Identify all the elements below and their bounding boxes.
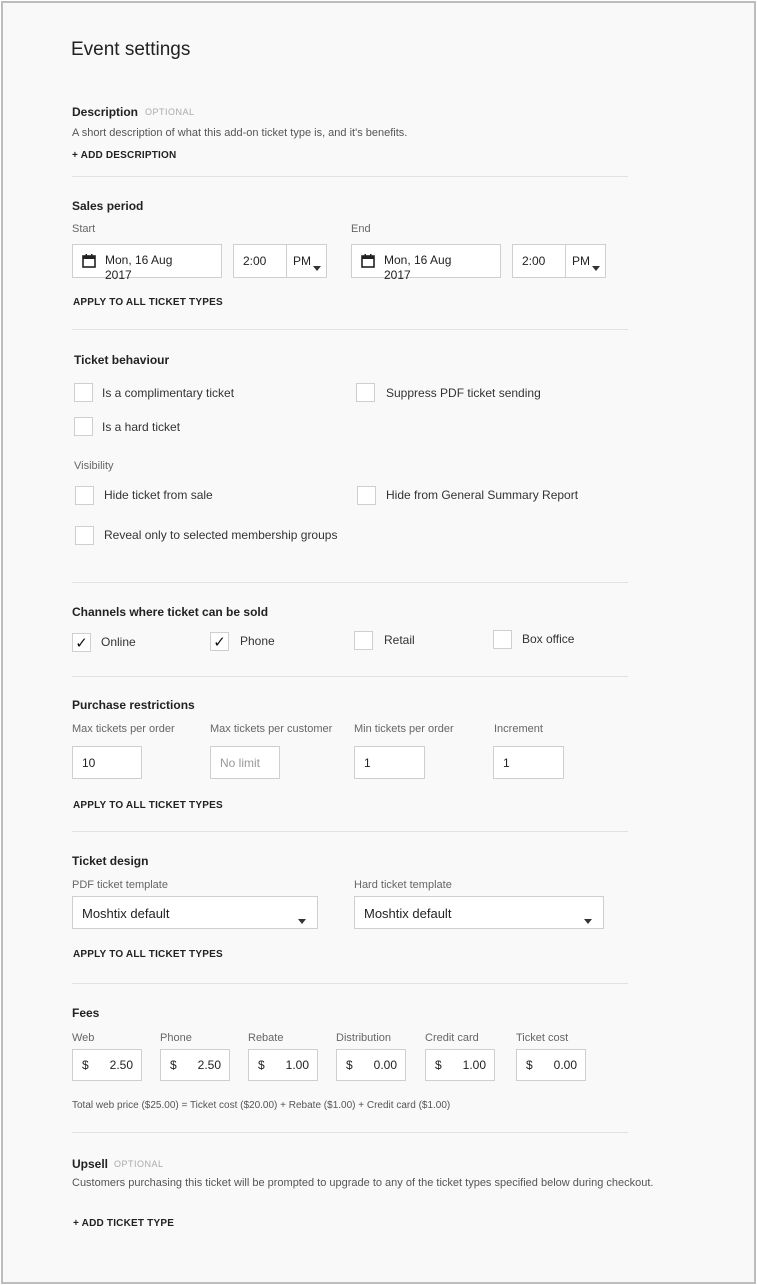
credit-card-fee-value: 1.00 [462,1058,486,1072]
divider [72,329,628,330]
restrictions-apply-all-link[interactable]: APPLY TO ALL TICKET TYPES [73,800,223,811]
divider [72,831,628,832]
hard-ticket-checkbox[interactable] [74,417,93,436]
increment-input[interactable]: 1 [493,746,564,779]
end-ampm-select[interactable] [565,244,606,278]
currency-symbol: $ [435,1058,442,1072]
end-ampm-value: PM [572,254,590,268]
start-ampm-select[interactable] [286,244,327,278]
ticket-cost-label: Ticket cost [516,1032,569,1044]
rebate-fee-value: 1.00 [285,1058,309,1072]
complimentary-label: Is a complimentary ticket [102,386,235,400]
fees-summary-text: Total web price ($25.00) = Ticket cost ($20.00) + Rebate ($1.00) + Credit card ($1.00) [72,1100,451,1111]
divider [72,176,628,177]
hard-template-value: Moshtix default [364,906,452,921]
ticket-design-heading: Ticket design [72,854,149,868]
online-label: Online [101,635,136,649]
retail-checkbox[interactable] [354,631,373,650]
chevron-down-icon [592,260,600,274]
channels-heading: Channels where ticket can be sold [72,605,269,619]
sales-period-apply-all-link[interactable]: APPLY TO ALL TICKET TYPES [73,297,223,308]
distribution-fee-value: 0.00 [373,1058,397,1072]
phone-label: Phone [240,634,275,648]
max-per-customer-input[interactable]: No limit [210,746,280,779]
currency-symbol: $ [82,1058,89,1072]
phone-checkbox[interactable]: ✓ [210,632,229,651]
ticket-cost-value: 0.00 [553,1058,577,1072]
add-description-link[interactable]: + ADD DESCRIPTION [72,150,177,161]
credit-card-fee-label: Credit card [425,1032,479,1044]
pdf-template-select[interactable] [72,896,318,929]
currency-symbol: $ [526,1058,533,1072]
divider [72,983,628,984]
upsell-optional-tag: OPTIONAL [114,1159,164,1169]
web-fee-input[interactable] [72,1049,142,1081]
hide-from-report-checkbox[interactable] [357,486,376,505]
description-optional-tag: OPTIONAL [145,107,195,117]
hard-template-select[interactable] [354,896,604,929]
pdf-template-label: PDF ticket template [72,879,168,891]
complimentary-checkbox[interactable] [74,383,93,402]
end-date-value: Mon, 16 Aug 2017 [384,253,452,282]
event-settings-panel [1,1,756,1284]
online-checkbox[interactable]: ✓ [72,633,91,652]
start-ampm-value: PM [293,254,311,268]
hide-from-report-label: Hide from General Summary Report [386,488,579,502]
calendar-icon [82,254,96,268]
max-per-order-input[interactable]: 10 [72,746,142,779]
box-office-label: Box office [522,632,575,646]
hard-template-label: Hard ticket template [354,879,452,891]
phone-fee-input[interactable] [160,1049,230,1081]
design-apply-all-link[interactable]: APPLY TO ALL TICKET TYPES [73,949,223,960]
currency-symbol: $ [346,1058,353,1072]
page-title: Event settings [71,39,191,60]
hide-from-sale-checkbox[interactable] [75,486,94,505]
web-fee-value: 2.50 [109,1058,133,1072]
currency-symbol: $ [170,1058,177,1072]
phone-fee-label: Phone [160,1032,192,1044]
chevron-down-icon [313,260,321,274]
start-time-input[interactable]: 2:00 [233,244,287,278]
suppress-pdf-checkbox[interactable] [356,383,375,402]
end-date-input[interactable] [351,244,501,282]
start-date-input[interactable] [72,244,222,282]
start-date-value: Mon, 16 Aug 2017 [105,253,173,282]
upsell-heading: Upsell [72,1157,109,1171]
currency-symbol: $ [258,1058,265,1072]
divider [72,1132,628,1133]
purchase-restrictions-heading: Purchase restrictions [72,698,195,712]
end-label: End [351,223,371,235]
reveal-membership-label: Reveal only to selected membership groups [104,528,338,542]
reveal-membership-checkbox[interactable] [75,526,94,545]
distribution-fee-input[interactable] [336,1049,406,1081]
max-per-order-label: Max tickets per order [72,723,175,735]
increment-label: Increment [494,723,543,735]
web-fee-label: Web [72,1032,95,1044]
ticket-cost-input[interactable] [516,1049,586,1081]
credit-card-fee-input[interactable] [425,1049,495,1081]
visibility-label: Visibility [74,460,114,472]
phone-fee-value: 2.50 [197,1058,221,1072]
sales-period-heading: Sales period [72,199,144,213]
add-ticket-type-link[interactable]: + ADD TICKET TYPE [73,1218,175,1229]
box-office-checkbox[interactable] [493,630,512,649]
min-per-order-label: Min tickets per order [354,723,454,735]
calendar-icon [361,254,375,268]
start-label: Start [72,223,96,235]
rebate-fee-input[interactable] [248,1049,318,1081]
ticket-behaviour-heading: Ticket behaviour [74,353,170,367]
hide-from-sale-label: Hide ticket from sale [104,488,213,502]
suppress-pdf-label: Suppress PDF ticket sending [386,386,541,400]
fees-heading: Fees [72,1006,100,1020]
rebate-fee-label: Rebate [248,1032,284,1044]
description-help-text: A short description of what this add-on ticket type is, and it's benefits. [72,127,408,139]
description-heading: Description [72,105,139,119]
chevron-down-icon [584,911,592,929]
max-per-customer-label: Max tickets per customer [210,723,333,735]
hard-ticket-label: Is a hard ticket [102,420,181,434]
end-time-input[interactable]: 2:00 [512,244,566,278]
distribution-fee-label: Distribution [336,1032,392,1044]
upsell-help-text: Customers purchasing this ticket will be prompted to upgrade to any of the ticket types specified below during checkout. [72,1177,654,1189]
divider [72,676,628,677]
chevron-down-icon [298,911,306,929]
min-per-order-input[interactable]: 1 [354,746,425,779]
pdf-template-value: Moshtix default [82,906,170,921]
retail-label: Retail [384,633,415,647]
divider [72,582,628,583]
